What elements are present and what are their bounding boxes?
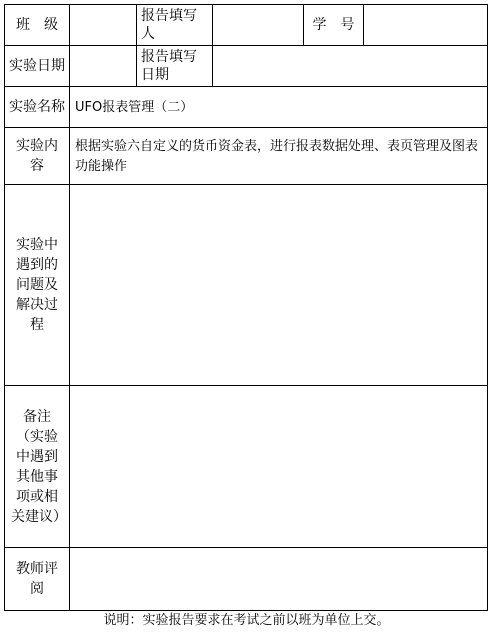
remarks-label [4,385,70,548]
author-label-text: 报告填写人 [141,8,197,42]
exp-name-value: UFO报表管理（二） [75,99,194,115]
submission-note [5,611,488,631]
author-field[interactable] [212,4,304,46]
experiment-report-form [5,5,488,631]
content-label-text: 实验内容 [16,138,58,174]
class-label [4,4,70,46]
student-id-field[interactable] [363,4,488,46]
report-date-label-text: 报告填写日期 [141,49,197,83]
exp-name-label-text: 实验名称 [9,99,65,115]
exp-date-field[interactable] [69,45,137,87]
problems-label-text: 实验中遇到的问题及解决过程 [16,237,58,333]
author-label [136,4,213,46]
class-field[interactable] [69,4,137,46]
review-label [4,547,70,611]
remarks-label-text: 备注（实验中遇到其他事项或相关建议） [11,408,67,525]
report-date-label [136,45,213,87]
review-field[interactable] [69,547,488,611]
student-id-label [303,4,364,46]
report-date-field[interactable] [212,45,488,87]
content-value: 根据实验六自定义的货币资金表，进行报表数据处理、表页管理及图表功能操作 [75,139,479,174]
exp-date-label [4,45,70,87]
problems-label [4,184,70,386]
content-field[interactable] [69,127,488,185]
exp-name-field[interactable] [69,86,488,128]
class-label-text: 班 级 [16,16,58,33]
problems-field[interactable] [69,184,488,386]
submission-note-text: 说明：实验报告要求在考试之前以班为单位上交。 [103,613,390,628]
student-id-label-text: 学 号 [312,16,355,33]
review-label-text: 教师评阅 [16,561,58,597]
exp-name-label [4,86,70,128]
exp-date-label-text: 实验日期 [9,58,65,74]
remarks-field[interactable] [69,385,488,548]
content-label [4,127,70,185]
